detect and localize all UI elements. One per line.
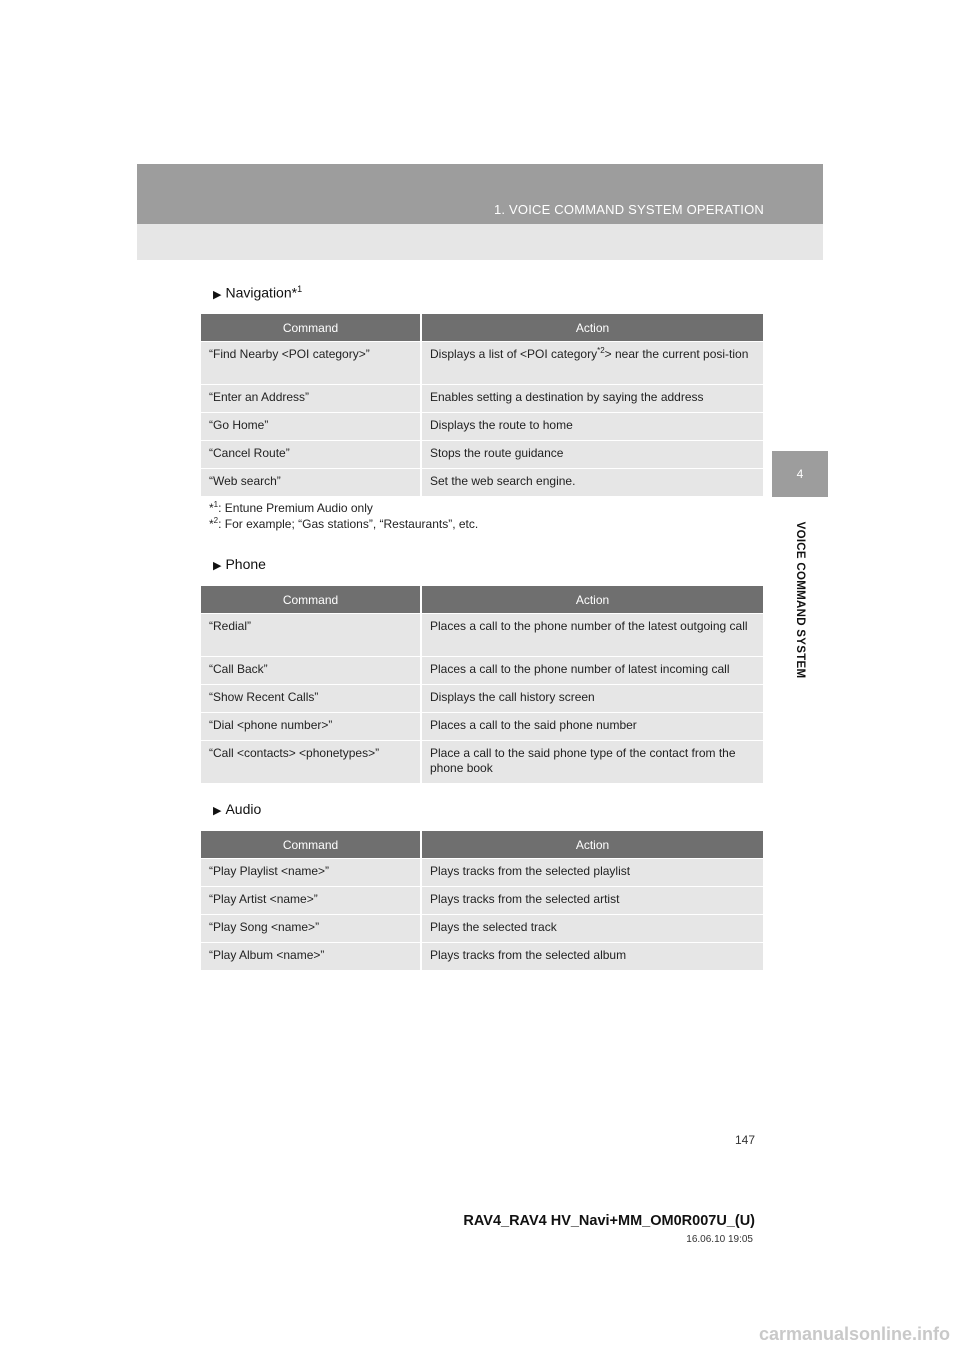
command-cell: “Cancel Route” (201, 441, 421, 469)
command-cell: “Call <contacts> <phonetypes>” (201, 741, 421, 784)
action-cell: Plays tracks from the selected artist (421, 887, 763, 915)
action-cell: Plays tracks from the selected playlist (421, 859, 763, 887)
page-header-title: 1. VOICE COMMAND SYSTEM OPERATION (493, 202, 764, 217)
table-row (201, 342, 763, 385)
page-number: 147 (734, 1133, 755, 1147)
action-cell: Set the web search engine. (421, 469, 763, 497)
triangle-right-icon: ▶ (213, 560, 222, 572)
navigation-heading: ▶ Navigation*$^1$ (213, 284, 303, 301)
column-header-action: Action (421, 314, 763, 342)
table-row (201, 685, 763, 713)
column-header-action: Action (421, 831, 763, 859)
triangle-right-icon: ▶ (213, 805, 222, 817)
header-subband (137, 224, 823, 260)
chapter-side-label-text: VOICE COMMAND SYSTEM (794, 521, 806, 679)
table-row (201, 887, 763, 915)
command-cell: “Enter an Address” (201, 385, 421, 413)
phone-heading: ▶ Phone (213, 556, 266, 572)
command-cell: “Play Artist <name>” (201, 887, 421, 915)
column-header-command: Command (201, 314, 421, 342)
command-cell: “Redial” (201, 614, 421, 657)
action-cell: Stops the route guidance (421, 441, 763, 469)
table-row (201, 441, 763, 469)
action-cell: Plays tracks from the selected album (421, 943, 763, 971)
table-row (201, 413, 763, 441)
document-id: RAV4_RAV4 HV_Navi+MM_OM0R007U_(U) (463, 1213, 755, 1229)
triangle-right-icon: ▶ (213, 288, 222, 301)
action-cell: Place a call to the said phone type of the contact from the phone book (421, 741, 763, 784)
audio-table (201, 831, 763, 970)
action-cell: Displays the route to home (421, 413, 763, 441)
table-row (201, 469, 763, 497)
action-cell: Displays the call history screen (421, 685, 763, 713)
command-cell: “Web search” (201, 469, 421, 497)
table-row (201, 614, 763, 657)
column-header-command: Command (201, 586, 421, 614)
navigation-table (201, 314, 763, 496)
table-row (201, 859, 763, 887)
footnote-2: *$^2$: For example; “Gas stations”, “Restaurants”, etc. (209, 516, 479, 531)
action-cell: Places a call to the said phone number (421, 713, 763, 741)
footnote-1: *$^1$: Entune Premium Audio only (209, 500, 373, 515)
column-header-command: Command (201, 831, 421, 859)
command-cell: “Show Recent Calls” (201, 685, 421, 713)
table-row (201, 713, 763, 741)
table-row (201, 385, 763, 413)
command-cell: “Play Album <name>” (201, 943, 421, 971)
watermark: carmanualsonline.info (758, 1324, 950, 1344)
chapter-tab-number: 4 (772, 451, 828, 497)
command-cell: “Go Home” (201, 413, 421, 441)
table-row (201, 943, 763, 971)
action-cell: Places a call to the phone number of latest incoming call (421, 657, 763, 685)
action-cell: Places a call to the phone number of the latest outgoing call (421, 614, 763, 657)
command-cell: “Play Song <name>” (201, 915, 421, 943)
action-cell: Plays the selected track (421, 915, 763, 943)
column-header-action: Action (421, 586, 763, 614)
table-row (201, 741, 763, 784)
command-cell: “Call Back” (201, 657, 421, 685)
table-row (201, 915, 763, 943)
table-row (201, 657, 763, 685)
action-cell: Displays a list of <POI category$^{*2}$> near the current posi-tion (421, 342, 763, 385)
audio-heading: ▶ Audio (213, 801, 262, 817)
document-date: 16.06.10 19:05 (686, 1234, 753, 1245)
command-cell: “Play Playlist <name>” (201, 859, 421, 887)
command-cell: “Dial <phone number>” (201, 713, 421, 741)
action-cell: Enables setting a destination by saying the address (421, 385, 763, 413)
phone-table (201, 586, 763, 783)
chapter-side-label (772, 510, 828, 690)
command-cell: “Find Nearby <POI category>” (201, 342, 421, 385)
